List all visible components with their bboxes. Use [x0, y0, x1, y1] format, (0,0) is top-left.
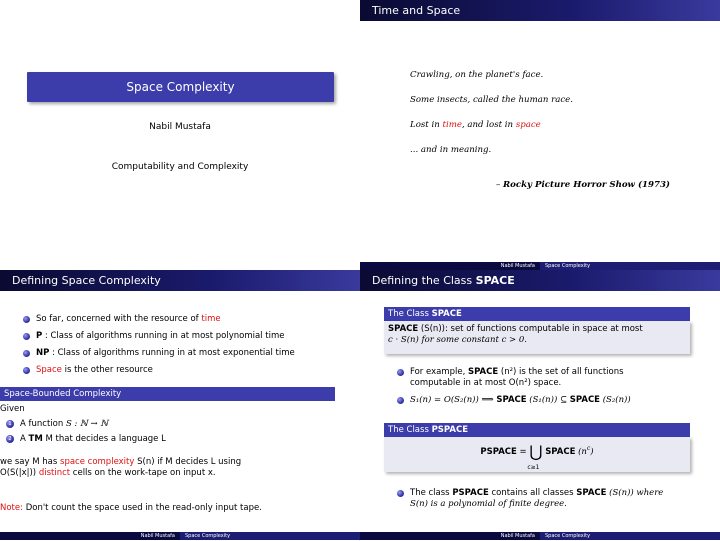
footer-title: Space Complexity — [540, 532, 720, 540]
list-item: P : Class of algorithms running in at most polynomial time — [22, 331, 352, 342]
block-body: SPACE (S(n)): set of functions computable in space at most c · S(n) for some constant c > 0. — [384, 321, 690, 354]
bullet-icon — [397, 490, 404, 497]
formula-block: PSPACE = ⋃ c≥1 SPACE $(n^c)$ — [384, 437, 690, 472]
footer — [360, 532, 720, 540]
list-item: NP : Class of algorithms running in at most exponential time — [22, 348, 352, 359]
bullet-icon — [397, 369, 404, 376]
bullet-icon — [23, 316, 30, 323]
numbered-list — [6, 419, 331, 445]
author-name: Nabil Mustafa — [149, 122, 211, 132]
list-item: Space is the other resource — [22, 365, 352, 376]
bullet-icon — [397, 397, 404, 404]
footer-title: Space Complexity — [540, 262, 720, 270]
number-badge: 2 — [6, 435, 14, 443]
footer-author: Nabil Mustafa — [360, 532, 540, 540]
slide-title — [0, 0, 360, 270]
footer — [0, 532, 360, 540]
footer-title: Space Complexity — [180, 532, 360, 540]
bullet-list — [396, 488, 712, 516]
quote-attribution: – Rocky Picture Horror Show (1973) — [495, 180, 670, 190]
footer-author: Nabil Mustafa — [360, 262, 540, 270]
given-label: Given — [0, 404, 25, 414]
word-time: time — [442, 120, 462, 130]
slide-header: Defining Space Complexity — [0, 270, 360, 291]
list-item: 2 A TM M that decides a language L — [6, 434, 331, 445]
presentation-title: Space Complexity — [27, 72, 334, 102]
bullet-icon — [23, 367, 30, 374]
word-space: space — [515, 120, 541, 130]
block-body — [0, 401, 335, 491]
definition-line-2: O(S(|x|)) distinct cells on the work-tape on input x. — [0, 468, 216, 478]
slide-header: Time and Space — [360, 0, 720, 21]
block-title: The Class SPACE — [384, 307, 690, 321]
quote-line-1: Crawling, on the planet's face. — [410, 70, 544, 80]
bullet-list — [396, 367, 706, 412]
course-name: Computability and Complexity — [111, 162, 249, 172]
footer-author: Nabil Mustafa — [0, 532, 180, 540]
block-title: Space-Bounded Complexity — [0, 387, 335, 401]
bullet-icon — [23, 333, 30, 340]
quote-line-2: Some insects, called the human race. — [410, 95, 573, 105]
number-badge: 1 — [6, 420, 14, 428]
slide-defining-class-space — [360, 270, 720, 540]
footer — [360, 262, 720, 270]
list-item: So far, concerned with the resource of time — [22, 314, 352, 325]
slide-header: Defining the Class SPACE — [360, 270, 720, 291]
list-item: For example, SPACE (n²) is the set of all functions computable in at most O(n²) space. — [396, 367, 706, 389]
slide-time-and-space — [360, 0, 720, 270]
note: Note: Don't count the space used in the read-only input tape. — [0, 503, 262, 513]
list-item: The class PSPACE contains all classes SPACE (S(n)) where S(n) is a polynomial of finite degree. — [396, 488, 712, 510]
quote-line-3: Lost in time, and lost in space — [410, 120, 541, 130]
list-item: 1 A function S : ℕ → ℕ — [6, 419, 331, 430]
bullet-icon — [23, 350, 30, 357]
definition-line-1: we say M has space complexity S(n) if M decides L using — [0, 457, 242, 467]
bullet-list — [22, 314, 352, 382]
block-title: The Class PSPACE — [384, 423, 690, 437]
union-symbol: ⋃ c≥1 — [527, 441, 543, 471]
slide-defining-space-complexity — [0, 270, 360, 540]
quote-line-4: ... and in meaning. — [410, 145, 492, 155]
list-item: S₁(n) = O(S₂(n)) ⟹ SPACE (S₁(n)) ⊆ SPACE (S₂(n)) — [396, 395, 706, 406]
